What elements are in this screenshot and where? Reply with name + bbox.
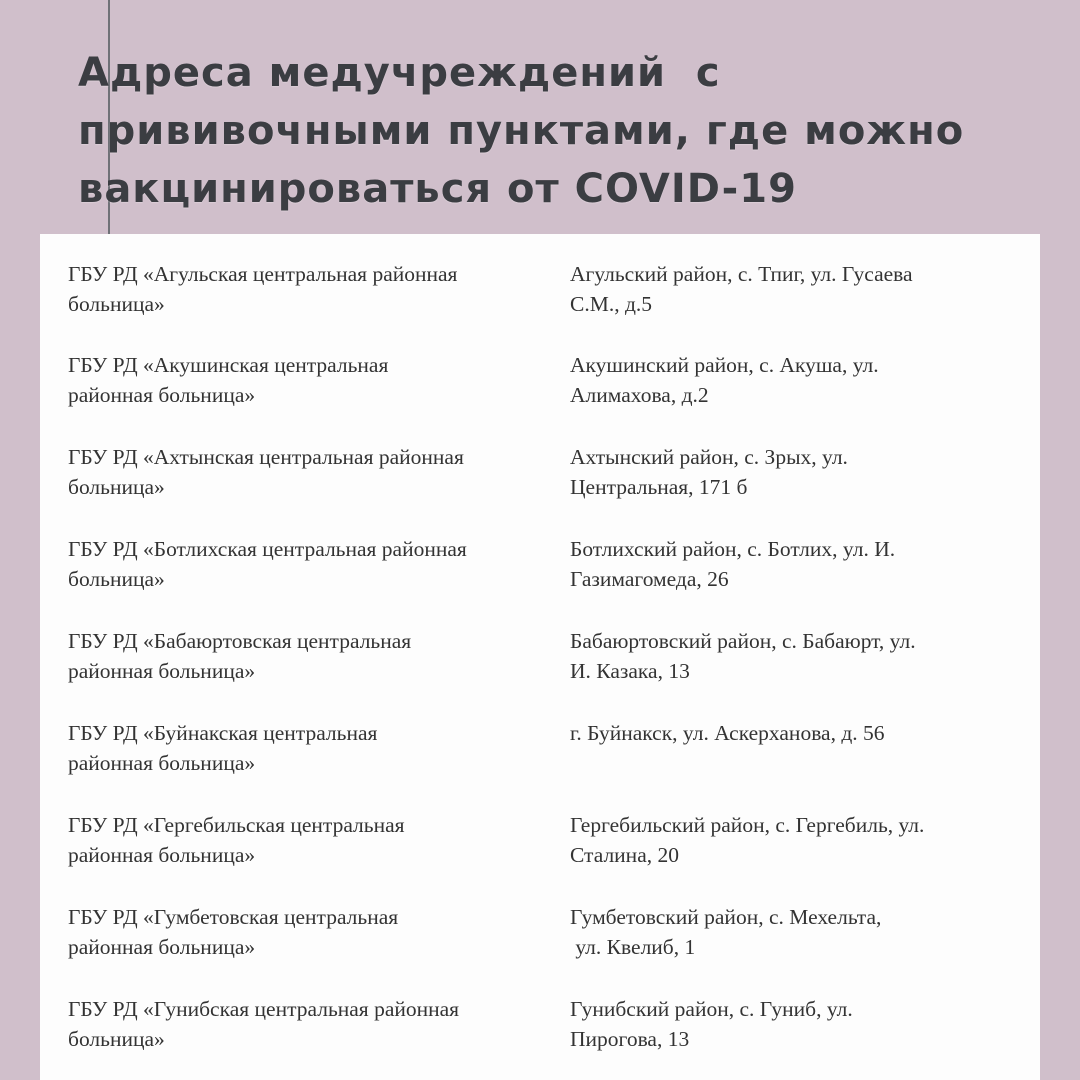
institution-name-line: районная больница» <box>68 843 256 867</box>
address-line: Ботлихский район, с. Ботлих, ул. И. <box>570 537 896 561</box>
institution-name <box>68 902 568 962</box>
institution-address <box>570 810 1020 870</box>
institution-address <box>570 442 1020 502</box>
institution-name-line: больница» <box>68 292 165 316</box>
address-line: Гумбетовский район, с. Мехельта, <box>570 905 882 929</box>
institution-name-line: ГБУ РД «Гергебильская центральная <box>68 813 405 837</box>
institution-address <box>570 259 1020 319</box>
institution-name-line: больница» <box>68 1027 165 1051</box>
institution-name <box>68 810 568 870</box>
institution-name-line: больница» <box>68 567 165 591</box>
title-line-1: Адреса медучреждений с <box>78 50 721 96</box>
institution-name-line: районная больница» <box>68 383 256 407</box>
institution-name-line: больница» <box>68 475 165 499</box>
title-line-2: прививочными пунктами, где можно <box>78 108 965 154</box>
address-list-panel <box>40 234 1040 1080</box>
institution-name-line: ГБУ РД «Гунибская центральная районная <box>68 997 460 1021</box>
address-line: Агульский район, с. Тпиг, ул. Гусаева <box>570 262 913 286</box>
institution-name <box>68 259 568 319</box>
address-line: Газимагомеда, 26 <box>570 567 729 591</box>
address-line: И. Казака, 13 <box>570 659 690 683</box>
address-line: Бабаюртовский район, с. Бабаюрт, ул. <box>570 629 916 653</box>
institution-name-line: районная больница» <box>68 935 256 959</box>
institution-name-line: ГБУ РД «Гумбетовская центральная <box>68 905 399 929</box>
institution-name-line: ГБУ РД «Бабаюртовская центральная <box>68 629 412 653</box>
institution-address <box>570 902 1020 962</box>
institution-name-line: ГБУ РД «Ботлихская центральная районная <box>68 537 467 561</box>
address-line: Ахтынский район, с. Зрых, ул. <box>570 445 848 469</box>
address-line: Пирогова, 13 <box>570 1027 690 1051</box>
address-line: Центральная, 171 б <box>570 475 748 499</box>
institution-name <box>68 534 568 594</box>
address-line: Алимахова, д.2 <box>570 383 709 407</box>
page-title <box>78 44 1038 218</box>
institution-address <box>570 994 1020 1054</box>
address-line: С.М., д.5 <box>570 292 653 316</box>
address-line: Сталина, 20 <box>570 843 679 867</box>
institution-name-line: ГБУ РД «Ахтынская центральная районная <box>68 445 464 469</box>
address-line: Гергебильский район, с. Гергебиль, ул. <box>570 813 925 837</box>
address-line: г. Буйнакск, ул. Аскерханова, д. 56 <box>570 721 885 745</box>
institution-name <box>68 718 568 778</box>
institution-name-line: ГБУ РД «Буйнакская центральная <box>68 721 378 745</box>
institution-name-line: районная больница» <box>68 751 256 775</box>
institution-name <box>68 442 568 502</box>
institution-name-line: ГБУ РД «Агульская центральная районная <box>68 262 458 286</box>
institution-name <box>68 626 568 686</box>
institution-name-line: ГБУ РД «Акушинская центральная <box>68 353 389 377</box>
institution-name-line: районная больница» <box>68 659 256 683</box>
title-line-3: вакцинироваться от COVID-19 <box>78 166 797 212</box>
institution-address <box>570 534 1020 594</box>
institution-name <box>68 350 568 410</box>
institution-address <box>570 626 1020 686</box>
address-line: Гунибский район, с. Гуниб, ул. <box>570 997 853 1021</box>
institution-address <box>570 718 1020 748</box>
address-line: ул. Квелиб, 1 <box>570 935 696 959</box>
institution-name <box>68 994 568 1054</box>
address-line: Акушинский район, с. Акуша, ул. <box>570 353 879 377</box>
institution-address <box>570 350 1020 410</box>
